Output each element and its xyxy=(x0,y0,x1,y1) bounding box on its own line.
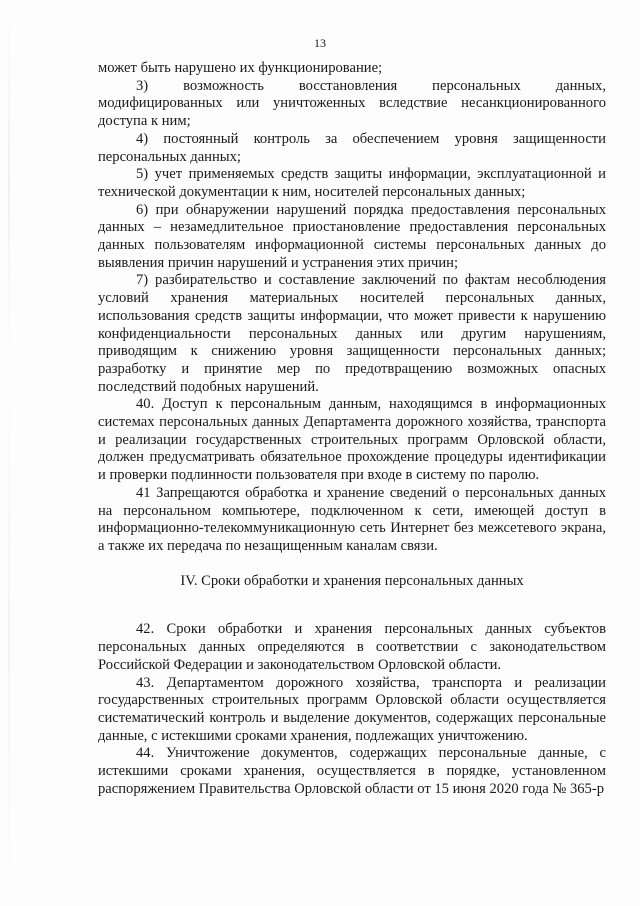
list-item-7: 7) разбирательство и составление заключений по фактам несоблюдения условий хранения материальных носителей персональных данных, использования средств защиты информации, что может привести к нарушению конфиденциальности персональных данных или другим нарушениям, приводящим к снижению уровня защищенности персональных данных; разработку и принятие мер по предотвращению возможных опасных последствий подобных нарушений. xyxy=(98,272,606,395)
scan-edge-shadow xyxy=(8,0,10,906)
clause-42: 42. Сроки обработки и хранения персональных данных субъектов персональных данных определяются в соответствии с законодательством Российской Федерации и законодательством Орловской области. xyxy=(98,621,606,673)
clause-44: 44. Уничтожение документов, содержащих персональные данные, с истекшими сроками хранения, осуществляется в порядке, установленном распоряжением Правительства Орловской области от 15 июня 2020 года № 365-р xyxy=(98,745,606,797)
list-item-6: 6) при обнаружении нарушений порядка предоставления персональных данных – незамедлительное приостановление предоставления персональных данных пользователям информационной системы персональных данных до выявления причин нарушений и устранения этих причин; xyxy=(98,201,606,271)
list-item-3: 3) возможность восстановления персональных данных, модифицированных или уничтоженных вследствие несанкционированного доступа к ним; xyxy=(98,77,606,130)
section-heading: IV. Сроки обработки и хранения персональных данных xyxy=(180,572,524,589)
list-item-5: 5) учет применяемых средств защиты информации, эксплуатационной и технической документации к ним, носителей персональных данных; xyxy=(98,166,606,200)
clause-40: 40. Доступ к персональным данным, находящимся в информационных системах персональных данных Департамента дорожного хозяйства, транспорта и реализации государственных строительных программ Орловской области, должен предусматривать обязательное прохождение процедуры идентификации и проверки подлинности пользователя при входе в систему по паролю. xyxy=(98,396,606,484)
page-number: 13 xyxy=(314,36,326,50)
clause-43: 43. Департаментом дорожного хозяйства, транспорта и реализации государственных строительных программ Орловской области осуществляется систематический контроль и выделение документов, содержащих персональные данные, с истекшими сроками хранения, подлежащих уничтожению. xyxy=(98,674,606,744)
list-item-4: 4) постоянный контроль за обеспечением уровня защищенности персональных данных; xyxy=(98,130,606,165)
clause-41: 41 Запрещаются обработка и хранение сведений о персональных данных на персональном компьютере, подключенном к сети, имеющей доступ в информационно-телекоммуникационную сеть Интернет без межсетевого экрана, а также их передача по незащищенным каналам связи. xyxy=(98,484,606,554)
document-body xyxy=(98,60,606,798)
paragraph-continuation: может быть нарушено их функционирование; xyxy=(98,60,383,76)
